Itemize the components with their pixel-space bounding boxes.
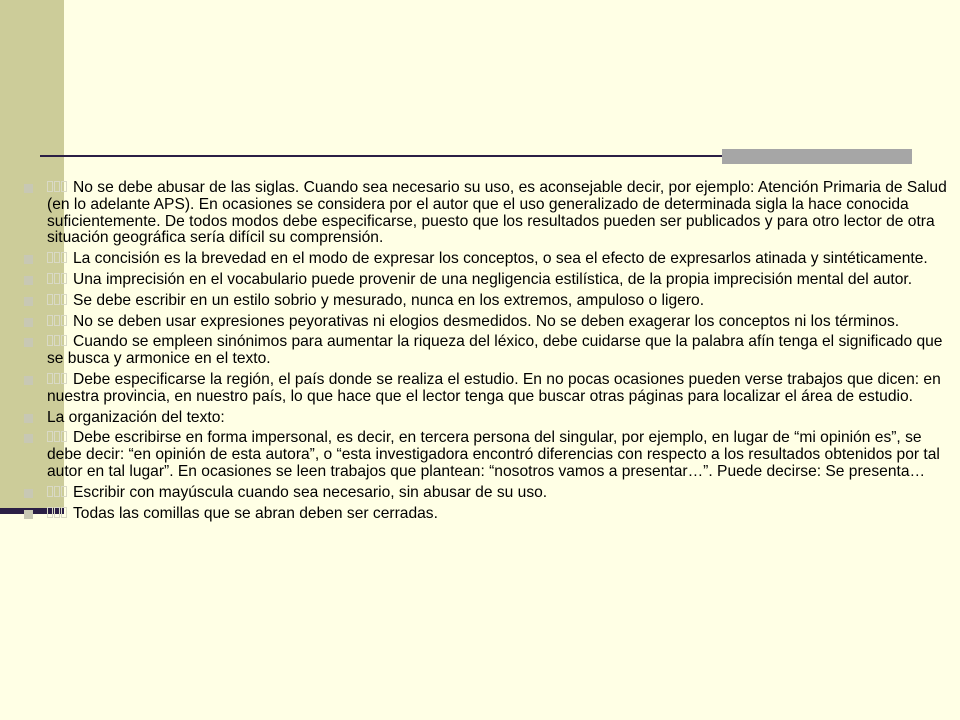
list-item bbox=[24, 251, 954, 268]
list-item bbox=[24, 430, 954, 480]
placeholder-glyphs-icon bbox=[47, 430, 68, 447]
bullet-text: Una imprecisión en el vocabulario puede provenir de una negligencia estilística, de la propia imprecisión mental del autor. bbox=[73, 270, 913, 288]
list-item bbox=[24, 334, 954, 368]
bullet-text: Debe escribirse en forma impersonal, es decir, en tercera persona del singular, por ejemplo, en lugar de “mi opinión es”, se debe decir: “en opinión de esta autora”, o “esta investigadora encontró diferencias con respecto a los resultados obtenidos por tal autor en tal lugar”. En ocasiones se leen trabajos que plantean: “nosotros vamos a presentar…”. Puede decirse: Se presenta… bbox=[47, 429, 940, 480]
placeholder-glyphs-icon bbox=[47, 180, 68, 197]
bullet-square-icon bbox=[24, 376, 33, 385]
bullet-square-icon bbox=[24, 184, 33, 193]
list-item bbox=[24, 485, 954, 502]
placeholder-glyphs-icon bbox=[47, 272, 68, 289]
bullet-text: La concisión es la brevedad en el modo de expresar los conceptos, o sea el efecto de expresarlos atinada y sintéticamente. bbox=[73, 250, 928, 268]
title-divider-block bbox=[722, 149, 912, 164]
placeholder-glyphs-icon bbox=[47, 293, 68, 310]
list-item bbox=[24, 314, 954, 331]
placeholder-glyphs-icon bbox=[47, 334, 68, 351]
bullet-square-icon bbox=[24, 510, 33, 519]
bullet-square-icon bbox=[24, 489, 33, 498]
bullet-square-icon bbox=[24, 414, 33, 423]
list-item bbox=[24, 180, 954, 247]
list-item bbox=[24, 372, 954, 406]
bullet-text: No se deben usar expresiones peyorativas ni elogios desmedidos. No se deben exagerar los conceptos ni los términos. bbox=[73, 312, 900, 330]
bullet-text: Debe especificarse la región, el país donde se realiza el estudio. En no pocas ocasiones pueden verse trabajos que dicen: en nuestra provincia, en nuestro país, lo que hace que el lector tenga que buscar otras páginas para localizar el área de estudio. bbox=[47, 370, 941, 405]
bullet-text: La organización del texto: bbox=[47, 408, 225, 426]
bullet-text: No se debe abusar de las siglas. Cuando sea necesario su uso, es aconsejable decir, por ejemplo: Atención Primaria de Salud (en lo adelante APS). En ocasiones se considera por el autor que el uso generalizado de determinada sigla la hace conocida suficientemente. De todos modos debe especificarse, puesto que los resultados pueden ser publicados y para otro lector de otra situación geográfica sería difícil su comprensión. bbox=[47, 179, 947, 247]
placeholder-glyphs-icon bbox=[47, 314, 68, 331]
bullet-square-icon bbox=[24, 318, 33, 327]
list-item bbox=[24, 410, 954, 427]
bullet-text: Escribir con mayúscula cuando sea necesario, sin abusar de su uso. bbox=[73, 483, 548, 501]
bullet-text: Todas las comillas que se abran deben ser cerradas. bbox=[73, 504, 438, 522]
placeholder-glyphs-icon bbox=[47, 372, 68, 389]
bullet-text: Se debe escribir en un estilo sobrio y mesurado, nunca en los extremos, ampuloso o ligero. bbox=[73, 291, 705, 309]
bullet-square-icon bbox=[24, 255, 33, 264]
list-item bbox=[24, 506, 954, 523]
placeholder-glyphs-icon bbox=[47, 506, 68, 523]
slide-body bbox=[24, 180, 954, 526]
list-item bbox=[24, 272, 954, 289]
bullet-text: Cuando se empleen sinónimos para aumentar la riqueza del léxico, debe cuidarse que la palabra afín tenga el significado que se busca y armonice en el texto. bbox=[47, 333, 943, 368]
bullet-square-icon bbox=[24, 434, 33, 443]
bullet-square-icon bbox=[24, 297, 33, 306]
placeholder-glyphs-icon bbox=[47, 485, 68, 502]
bullet-square-icon bbox=[24, 338, 33, 347]
placeholder-glyphs-icon bbox=[47, 251, 68, 268]
list-item bbox=[24, 293, 954, 310]
bullet-square-icon bbox=[24, 276, 33, 285]
